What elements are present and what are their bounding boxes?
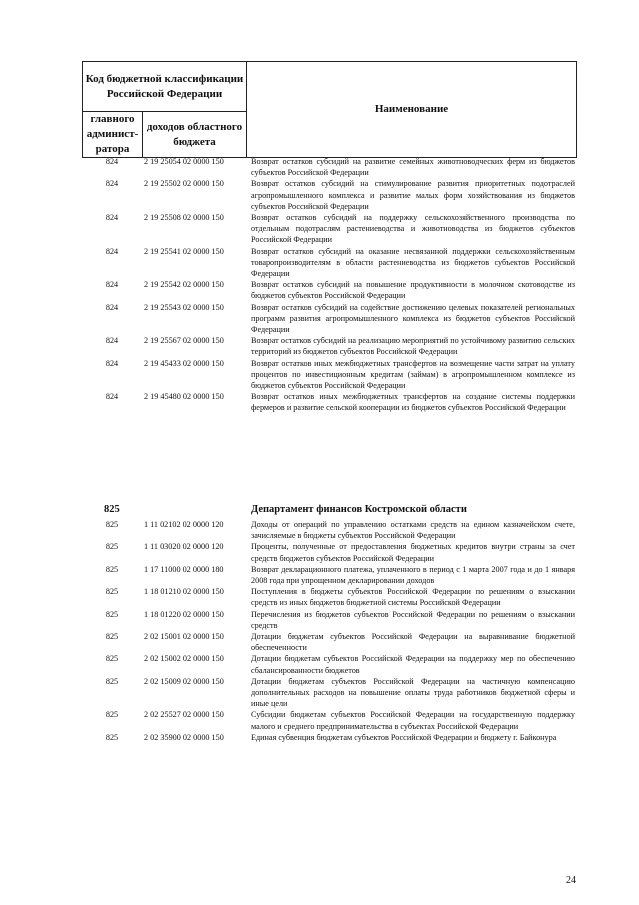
table-row — [82, 564, 577, 586]
table-row — [82, 519, 577, 541]
cell-name: Единая субвенция бюджетам субъектов Российской Федерации и бюджету г. Байконура — [251, 732, 557, 742]
cell-admin: 824 — [105, 157, 119, 166]
cell-code: 1 11 02102 02 0000 120 — [144, 520, 224, 529]
cell-admin: 825 — [105, 654, 119, 664]
cell-name: Возврат остатков субсидий на содействие достижению целевых показателей региональных программ развития агропромышленного комплекса из бюджетов субъектов Российской Федерации — [251, 302, 575, 335]
cell-admin: 824 — [105, 336, 119, 346]
table-row — [82, 586, 577, 608]
cell-name: Возврат остатков субсидий на стимулирование развития приоритетных подотраслей агропромышленного комплекса и развитие малых форм хозяйствования из бюджетов субъектов Российской Федерации — [251, 179, 575, 211]
cell-code: 1 17 11000 02 0000 180 — [144, 564, 224, 574]
cell-admin: 825 — [105, 520, 119, 529]
name-column-header: Наименование — [247, 62, 577, 158]
cell-code: 2 02 15009 02 0000 150 — [144, 676, 224, 686]
cell-name: Поступления в бюджеты субъектов Российской Федерации по решениям о взыскании средств из иных бюджетов бюджетной системы Российской Федерации — [251, 587, 575, 608]
section-title: Департамент финансов Костромской области — [251, 504, 467, 515]
cell-admin: 825 — [105, 676, 119, 686]
section-admin-code: 825 — [104, 504, 120, 515]
income-column-header: доходов областного бюджета — [143, 112, 247, 158]
section-825-heading — [82, 504, 577, 515]
cell-admin: 824 — [105, 179, 119, 189]
cell-code: 2 19 25541 02 0000 150 — [144, 246, 224, 256]
cell-name: Возврат остатков субсидий на поддержку сельскохозяйственного производства по отдельным подотраслям растениеводства и животноводства из бюджетов субъектов Российской Федерации — [251, 213, 575, 245]
table-row — [82, 676, 577, 710]
cell-name: Возврат остатков субсидий на оказание несвязанной поддержки сельскохозяйственным товаропроизводителям в области растениеводства из бюджетов субъектов Российской Федерации — [251, 246, 575, 279]
cell-code: 2 19 25567 02 0000 150 — [144, 336, 224, 346]
cell-admin: 825 — [105, 542, 119, 552]
table-row — [82, 302, 577, 336]
table-row — [82, 391, 577, 413]
table-row — [82, 178, 577, 212]
cell-code: 2 02 25527 02 0000 150 — [144, 710, 224, 720]
cell-code: 1 18 01220 02 0000 150 — [144, 609, 224, 619]
cell-name: Возврат остатков иных межбюджетных трансфертов на создание системы поддержки фермеров и развитие сельской кооперации из бюджетов субъектов Российской Федерации — [251, 392, 575, 413]
cell-name: Возврат декларационного платежа, уплаченного в период с 1 марта 2007 года и до 1 января 2008 года при упрощенном декларировании доходов — [251, 564, 575, 586]
cell-admin: 825 — [105, 564, 119, 574]
cell-code: 2 19 25508 02 0000 150 — [144, 213, 224, 223]
cell-admin: 825 — [105, 587, 119, 597]
cell-code: 2 19 25054 02 0000 150 — [144, 157, 224, 166]
table-row — [82, 653, 577, 675]
cell-admin: 825 — [105, 732, 119, 742]
cell-code: 2 19 45433 02 0000 150 — [144, 358, 224, 368]
cell-name: Возврат остатков субсидий на реализацию мероприятий по устойчивому развитию сельских территорий из бюджетов субъектов Российской Федерации — [251, 336, 575, 357]
table-row — [82, 358, 577, 392]
table-header — [82, 61, 577, 158]
cell-name: Перечисления из бюджетов субъектов Российской Федерации по решениям о взыскании средств — [251, 609, 575, 630]
cell-admin: 825 — [105, 609, 119, 619]
table-row — [82, 541, 577, 563]
cell-admin: 824 — [105, 246, 119, 256]
cell-name: Проценты, полученные от предоставления бюджетных кредитов внутри страны за счет средств бюджетов субъектов Российской Федерации — [251, 542, 575, 563]
cell-code: 1 18 01210 02 0000 150 — [144, 587, 224, 597]
cell-name: Возврат остатков иных межбюджетных трансфертов на возмещение части затрат на уплату процентов по инвестиционным кредитам (займам) в агропромышленном комплексе из бюджетов субъектов Российской Федерации — [251, 358, 575, 391]
cell-admin: 825 — [105, 710, 119, 720]
table-row — [82, 212, 577, 246]
cell-admin: 824 — [105, 392, 119, 402]
cell-code: 1 11 03020 02 0000 120 — [144, 542, 224, 552]
cell-name: Возврат остатков субсидий на повышение продуктивности в молочном скотоводстве из бюджетов субъектов Российской Федерации — [251, 280, 575, 301]
cell-name: Дотации бюджетам субъектов Российской Федерации на поддержку мер по обеспечению сбалансированности бюджетов — [251, 654, 575, 675]
cell-code: 2 19 45480 02 0000 150 — [144, 392, 224, 402]
rows-824 — [82, 156, 577, 414]
cell-admin: 824 — [105, 213, 119, 223]
cell-code: 2 19 25543 02 0000 150 — [144, 302, 224, 312]
cell-name: Возврат остатков субсидий на развитие семейных животноводческих ферм из бюджетов субъектов Российской Федерации — [251, 157, 575, 178]
cell-admin: 824 — [105, 280, 119, 290]
cell-code: 2 19 25542 02 0000 150 — [144, 280, 224, 290]
cell-name: Субсидии бюджетам субъектов Российской Федерации на государственную поддержку малого и среднего предпринимательства в субъектах Российской Федерации — [251, 710, 575, 731]
table-row — [82, 279, 577, 301]
cell-name: Дотации бюджетам субъектов Российской Федерации на выравнивание бюджетной обеспеченности — [251, 632, 575, 653]
rows-825 — [82, 519, 577, 743]
cell-code: 2 02 35900 02 0000 150 — [144, 732, 224, 742]
cell-name: Дотации бюджетам субъектов Российской Федерации на частичную компенсацию дополнительных расходов на повышение оплаты труда работников бюджетной сферы и иные цели — [251, 676, 575, 709]
table-row — [82, 246, 577, 280]
table-row — [82, 156, 577, 178]
table-row — [82, 732, 577, 743]
cell-admin: 825 — [105, 632, 119, 642]
budget-code-header: Код бюджетной классификации Российской Федерации — [83, 62, 247, 112]
table-row — [82, 709, 577, 731]
cell-code: 2 19 25502 02 0000 150 — [144, 179, 224, 189]
table-row — [82, 335, 577, 357]
table-row — [82, 631, 577, 653]
cell-admin: 824 — [105, 358, 119, 368]
page-number: 24 — [566, 875, 576, 886]
table-row — [82, 609, 577, 631]
cell-admin: 824 — [105, 302, 119, 312]
cell-code: 2 02 15002 02 0000 150 — [144, 654, 224, 664]
cell-code: 2 02 15001 02 0000 150 — [144, 632, 224, 642]
admin-column-header: главного админист-ратора — [83, 112, 143, 158]
cell-name: Доходы от операций по управлению остатками средств на едином казначейском счете, зачисляемые в бюджеты субъектов Российской Федерации — [251, 520, 575, 541]
